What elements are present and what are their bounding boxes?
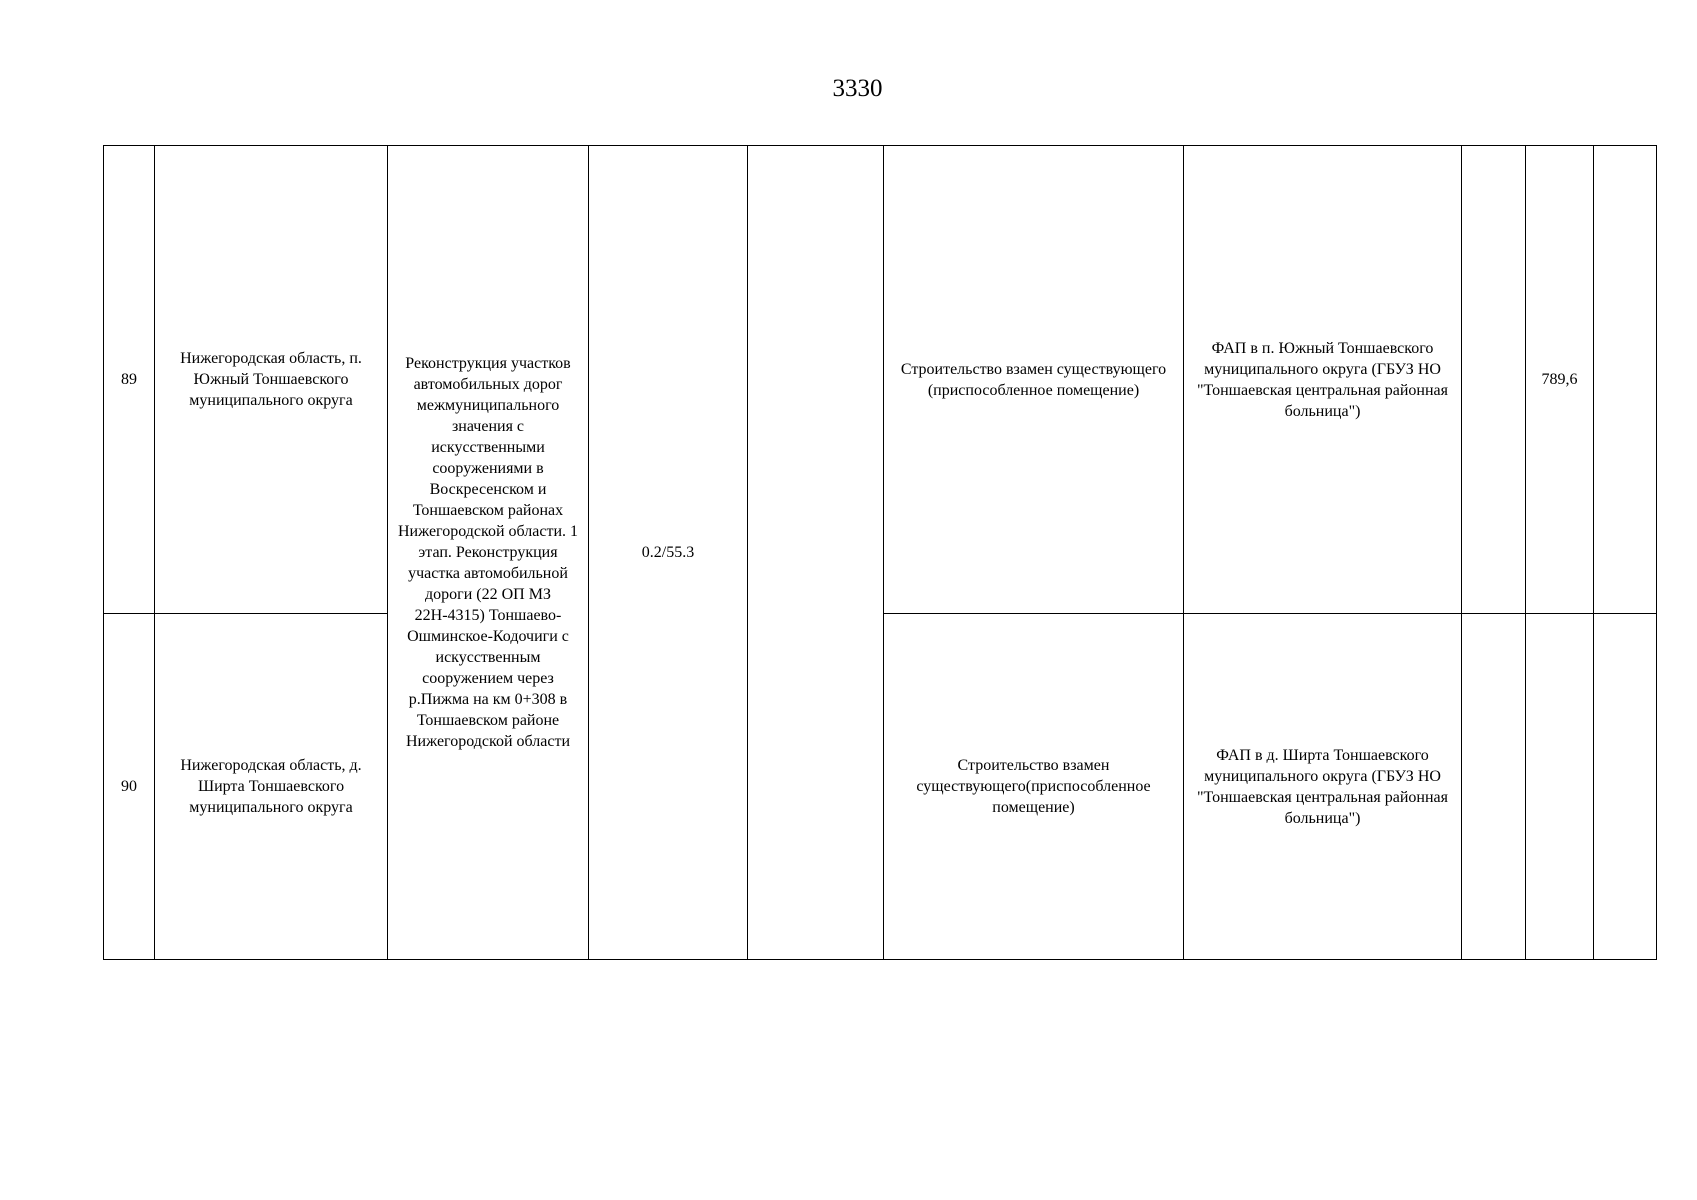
row-number-cell: 90 xyxy=(104,614,155,960)
empty-cell xyxy=(1594,614,1657,960)
facility-cell: ФАП в д. Ширта Тоншаевского муниципального округа (ГБУЗ НО "Тоншаевская центральная районная больница") xyxy=(1184,614,1462,960)
location-cell: Нижегородская область, д. Ширта Тоншаевского муниципального округа xyxy=(155,614,388,960)
value-cell xyxy=(1526,614,1594,960)
road-project-cell: Реконструкция участков автомобильных дорог межмуниципального значения с искусственными сооружениями в Воскресенском и Тоншаевском районах Нижегородской области. 1 этап. Реконструкция участка автомобильной дороги (22 ОП МЗ 22Н-4315) Тоншаево-Ошминское-Кодочиги с искусственным сооружением через р.Пижма на км 0+308 в Тоншаевском районе Нижегородской области xyxy=(388,146,589,960)
location-cell: Нижегородская область, п. Южный Тоншаевского муниципального округа xyxy=(155,146,388,614)
empty-cell xyxy=(1462,146,1526,614)
value-cell: 789,6 xyxy=(1526,146,1594,614)
empty-cell xyxy=(1594,146,1657,614)
work-type-cell: Строительство взамен существующего (приспособленное помещение) xyxy=(884,146,1184,614)
empty-cell xyxy=(748,146,884,960)
page-number: 3330 xyxy=(832,75,883,102)
facility-cell: ФАП в п. Южный Тоншаевского муниципального округа (ГБУЗ НО "Тоншаевская центральная районная больница") xyxy=(1184,146,1462,614)
row-number-cell: 89 xyxy=(104,146,155,614)
work-type-cell: Строительство взамен существующего(приспособленное помещение) xyxy=(884,614,1184,960)
data-table xyxy=(103,145,1657,960)
table-row xyxy=(104,146,1657,614)
distance-cell: 0.2/55.3 xyxy=(589,146,748,960)
empty-cell xyxy=(1462,614,1526,960)
